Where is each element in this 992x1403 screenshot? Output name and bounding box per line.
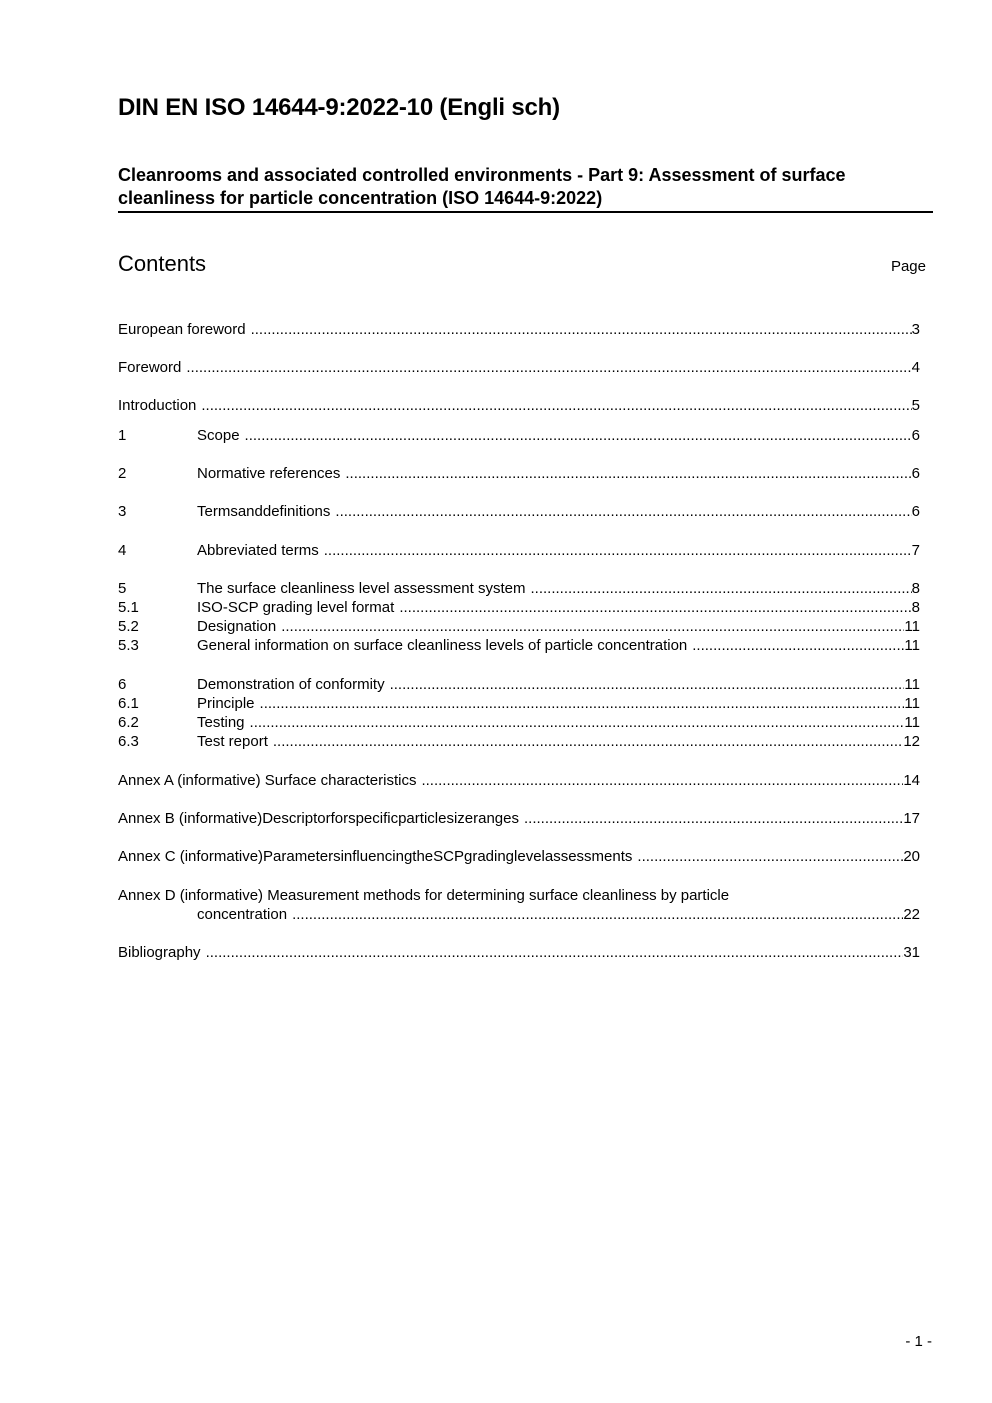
toc-entry-page: 11	[904, 637, 920, 654]
toc-entry-page: 8	[911, 599, 920, 616]
toc-entry-number: 6.2	[118, 714, 139, 731]
toc-leader-dots	[692, 636, 904, 655]
toc-entry-title: Scope	[197, 427, 240, 444]
toc-entry-title: Testing	[197, 714, 245, 731]
toc-entry-introduction[interactable]	[118, 396, 920, 415]
toc-leader-dots	[390, 675, 905, 694]
toc-entry-number: 5.1	[118, 599, 139, 616]
toc-leader-dots	[345, 464, 911, 483]
toc-entry-title: Termsanddefinitions	[197, 503, 331, 520]
toc-entry-annex-c[interactable]	[118, 847, 920, 866]
toc-entry-title: European foreword	[118, 321, 246, 338]
toc-entry-page: 17	[903, 810, 920, 827]
contents-heading: Contents	[118, 251, 207, 276]
toc-leader-dots	[250, 713, 905, 732]
toc-entry-bibliography[interactable]	[118, 943, 920, 962]
toc-entry-page: 31	[903, 944, 920, 961]
page-column-label: Page	[890, 258, 926, 275]
toc-entry-title-continued: concentration	[197, 906, 288, 923]
toc-entry-european-foreword[interactable]	[118, 320, 920, 339]
toc-entry-page: 11	[904, 676, 920, 693]
toc-entry-number: 3	[118, 503, 127, 520]
toc-entry-title: Normative references	[197, 465, 341, 482]
toc-leader-dots	[524, 809, 903, 828]
toc-entry-foreword[interactable]	[118, 358, 920, 377]
toc-leader-dots	[324, 541, 912, 560]
document-title: DIN EN ISO 14644-9:2022-10 (Engli sch)	[118, 94, 560, 121]
toc-entry-page: 22	[903, 906, 920, 923]
toc-entry-assessment-system[interactable]	[118, 579, 920, 598]
toc-leader-dots	[260, 694, 905, 713]
toc-entry-page: 11	[904, 618, 920, 635]
toc-entry-page: 14	[903, 772, 920, 789]
toc-entry-terms-and-definitions[interactable]	[118, 502, 920, 521]
toc-entry-page: 6	[911, 465, 920, 482]
toc-entry-page: 8	[911, 580, 920, 597]
toc-leader-dots	[273, 732, 903, 751]
toc-leader-dots	[530, 579, 911, 598]
toc-entry-page: 5	[911, 397, 920, 414]
toc-entry-title: Test report	[197, 733, 268, 750]
toc-entry-page: 7	[911, 542, 920, 559]
toc-entry-page: 11	[904, 695, 920, 712]
toc-entry-number: 1	[118, 427, 127, 444]
toc-entry-page: 3	[911, 321, 920, 338]
toc-entry-number: 5.3	[118, 637, 139, 654]
toc-entry-general-information[interactable]	[118, 636, 920, 655]
toc-entry-page: 6	[911, 503, 920, 520]
toc-entry-test-report[interactable]	[118, 732, 920, 751]
toc-leader-dots	[281, 617, 904, 636]
toc-entry-page: 6	[911, 427, 920, 444]
toc-leader-dots	[335, 502, 911, 521]
toc-entry-annex-b[interactable]	[118, 809, 920, 828]
toc-entry-title: Annex B (informative)Descriptorforspecificparticlesizeranges	[118, 810, 519, 827]
toc-entry-title: The surface cleanliness level assessment system	[197, 580, 526, 597]
toc-entry-number: 5.2	[118, 618, 139, 635]
toc-entry-title: Demonstration of conformity	[197, 676, 385, 693]
toc-entry-title: General information on surface cleanliness levels of particle concentration	[197, 637, 688, 654]
toc-entry-title: Annex A (informative) Surface characteristics	[118, 772, 417, 789]
toc-entry-testing[interactable]	[118, 713, 920, 732]
document-subtitle: Cleanrooms and associated controlled environments - Part 9: Assessment of surface cleanliness for particle concentration (ISO 14644-9:2022)	[118, 164, 933, 213]
toc-leader-dots	[292, 905, 903, 924]
toc-entry-normative-references[interactable]	[118, 464, 920, 483]
toc-entry-title: Abbreviated terms	[197, 542, 319, 559]
toc-leader-dots	[206, 943, 904, 962]
toc-leader-dots	[201, 396, 911, 415]
toc-entry-number: 6	[118, 676, 127, 693]
toc-entry-title: Annex C (informative)ParametersinfluencingtheSCPgradinglevelassessments	[118, 848, 633, 865]
toc-entry-principle[interactable]	[118, 694, 920, 713]
toc-entry-annex-d[interactable]	[197, 905, 920, 924]
toc-entry-scope[interactable]	[118, 426, 920, 445]
toc-leader-dots	[637, 847, 903, 866]
toc-entry-title: Principle	[197, 695, 255, 712]
toc-leader-dots	[245, 426, 912, 445]
toc-entry-number: 2	[118, 465, 127, 482]
toc-entry-title: Designation	[197, 618, 277, 635]
toc-entry-designation[interactable]	[118, 617, 920, 636]
toc-entry-annex-a[interactable]	[118, 771, 920, 790]
toc-entry-page: 20	[903, 848, 920, 865]
toc-entry-number: 5	[118, 580, 127, 597]
toc-leader-dots	[186, 358, 911, 377]
toc-entry-number: 6.1	[118, 695, 139, 712]
toc-entry-abbreviated-terms[interactable]	[118, 541, 920, 560]
toc-entry-title: Bibliography	[118, 944, 201, 961]
toc-entry-page: 4	[911, 359, 920, 376]
toc-entry-number: 4	[118, 542, 127, 559]
toc-leader-dots	[399, 598, 911, 617]
toc-entry-number: 6.3	[118, 733, 139, 750]
toc-entry-title: ISO-SCP grading level format	[197, 599, 395, 616]
toc-entry-title: Foreword	[118, 359, 182, 376]
toc-leader-dots	[421, 771, 903, 790]
toc-entry-grading-level-format[interactable]	[118, 598, 920, 617]
toc-leader-dots	[251, 320, 912, 339]
toc-entry-title: Introduction	[118, 397, 197, 414]
toc-entry-annex-d-title[interactable]: Annex D (informative) Measurement methods for determining surface cleanliness by particle	[118, 887, 730, 904]
toc-entry-demonstration-of-conformity[interactable]	[118, 675, 920, 694]
toc-entry-page: 11	[904, 714, 920, 731]
page-number: - 1 -	[905, 1333, 932, 1350]
toc-entry-page: 12	[903, 733, 920, 750]
